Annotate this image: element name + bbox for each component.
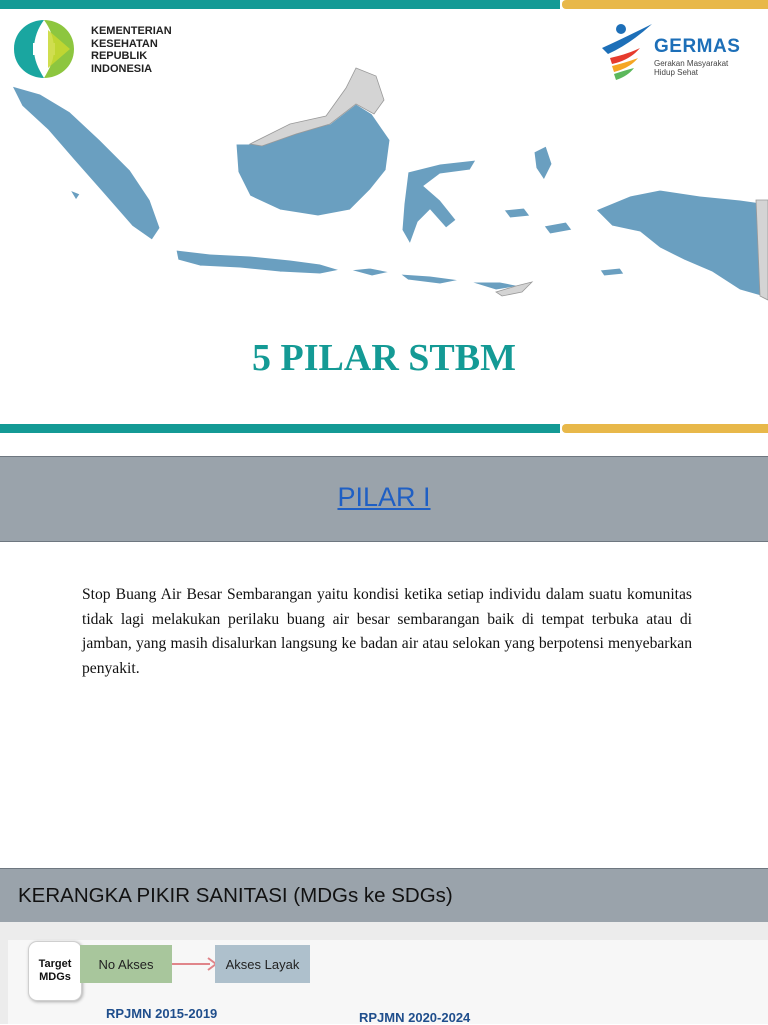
bottom-bar-gold xyxy=(562,424,768,433)
germas-subtitle: Gerakan Masyarakat Hidup Sehat xyxy=(654,59,729,77)
pilar-heading-link[interactable]: PILAR I xyxy=(337,482,431,512)
akses-layak-box: Akses Layak xyxy=(215,945,310,983)
slide-title: 5 PILAR STBM xyxy=(252,337,516,379)
arrow-right-icon xyxy=(172,955,218,973)
rpjmn-2015-label: RPJMN 2015-2019 xyxy=(106,1006,218,1021)
top-bar-gold xyxy=(562,0,768,9)
indonesia-map xyxy=(0,60,768,320)
top-bar-teal xyxy=(0,0,560,9)
kemenkes-logo-text: KEMENTERIAN KESEHATAN REPUBLIK INDONESIA xyxy=(91,25,172,75)
pilar-description: Stop Buang Air Besar Sembarangan yaitu kondisi ketika setiap individu dalam suatu komunitas tidak lagi melakukan perilaku buang air besar sembarangan baik di tempat terbuka atau di jamban, yang masih disalurkan langsung ke badan air atau selokan yang berpotensi menyebarkan penyakit. xyxy=(82,586,692,677)
rpjmn-2020-label: RPJMN 2020-2024 xyxy=(359,1010,471,1025)
title-slide xyxy=(0,0,768,436)
germas-title: GERMAS xyxy=(654,36,741,57)
bottom-bar-teal xyxy=(0,424,560,433)
no-akses-box: No Akses xyxy=(80,945,172,983)
slide-separator xyxy=(0,436,768,458)
target-mdgs-box: Target MDGs xyxy=(28,941,82,1001)
kerangka-heading: KERANGKA PIKIR SANITASI (MDGs ke SDGs) xyxy=(18,884,453,907)
